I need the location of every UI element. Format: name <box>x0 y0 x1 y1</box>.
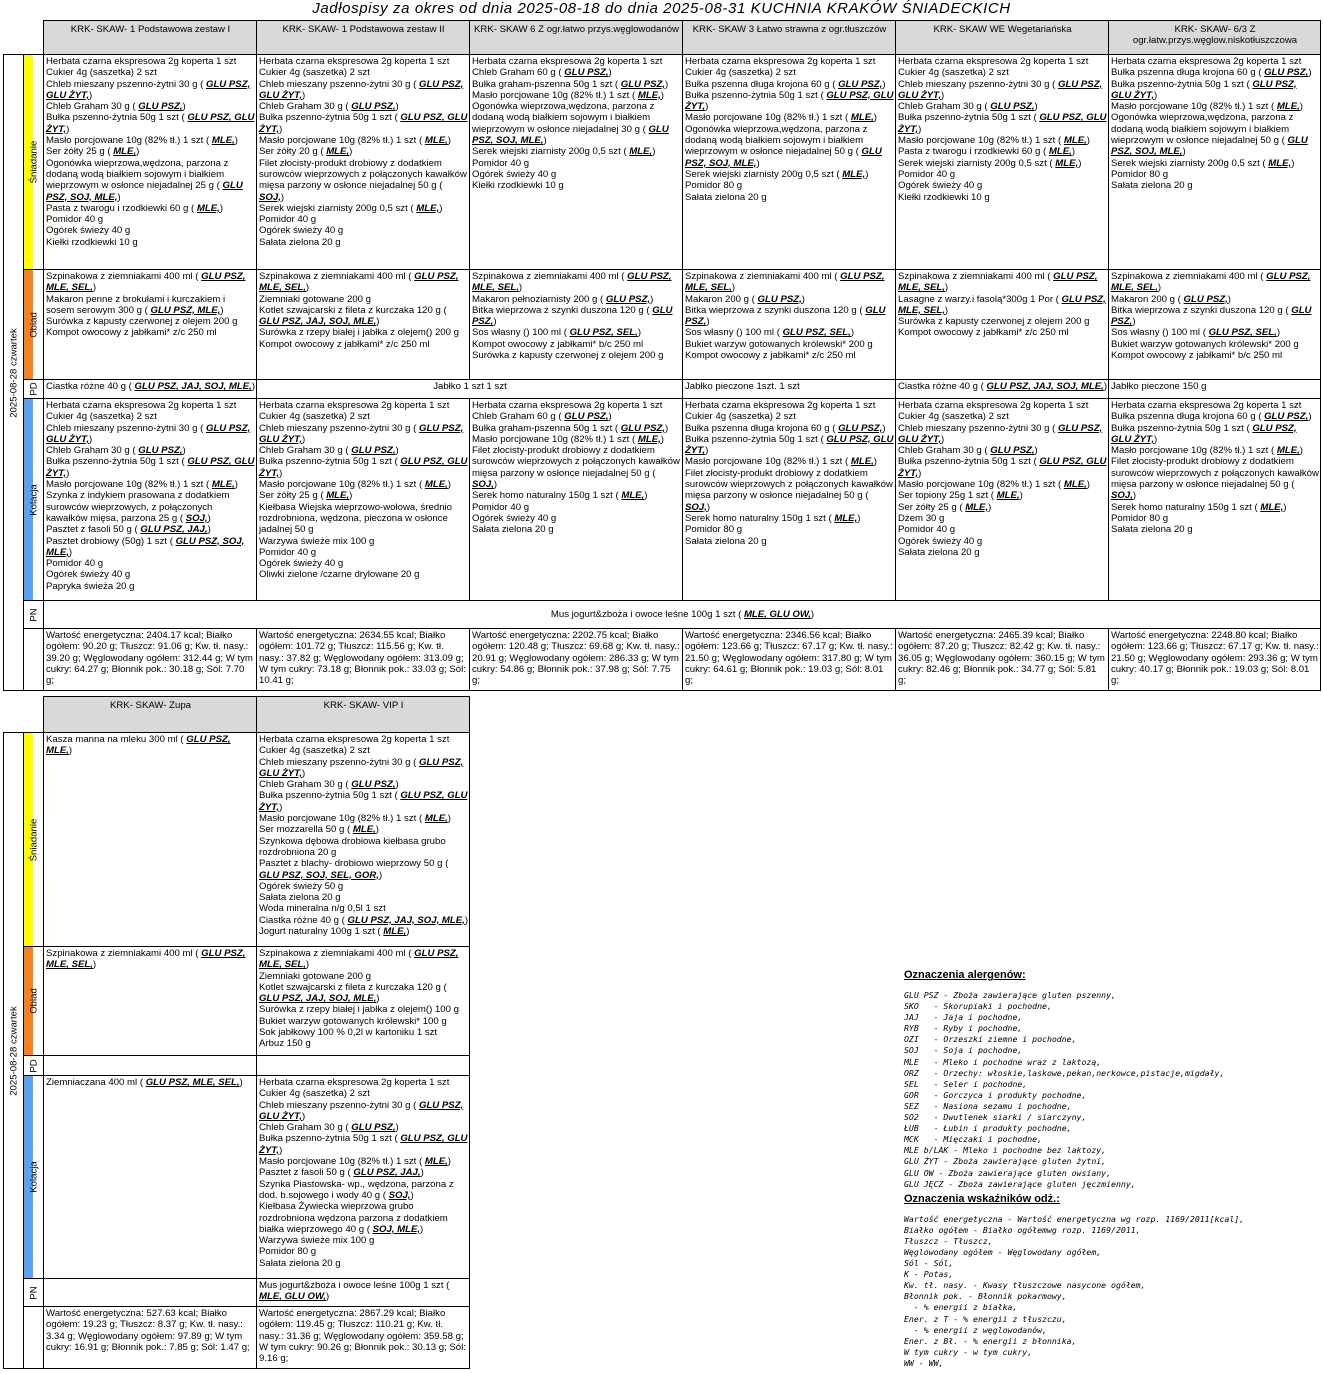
nutrition-cell: Wartość energetyczna: 2465.39 kcal; Białko ogółem: 87.20 g; Tłuszcz: 82.42 g; Kw. tł. nasy.: 36.05 g; Węglowodany ogółem: 360.15 g; W tym cukry: 82.46 g; Błonnik pok.: 34.77 g; Sól: 5.81 g; <box>896 629 1109 691</box>
meal-label-lunch: Obiad <box>24 947 44 1056</box>
breakfast-row <box>4 55 1321 270</box>
meal-label-breakfast: Śniadanie <box>24 55 44 270</box>
menu-cell <box>44 1056 257 1076</box>
meal-label-pd: PD <box>24 380 44 399</box>
menu-cell: Szpinakowa z ziemniakami 400 ml ( GLU PSZ, MLE, SEL,) Ziemniaki gotowane 200 g Kotlet szwajcarski z fileta z kurczaka 120 g ( GLU PSZ, JAJ, SOJ, MLE,) Surówka z rzepy białej i jabłka z olejem() 200 g Kompot owocowy z jabłkami* z/c 250 ml <box>257 270 470 380</box>
legend <box>904 968 1323 1369</box>
diet-header: KRK- SKAW- 6/3 Z ogr.łatw.przys.węglow.niskotłuszczowa <box>1109 21 1321 55</box>
menu-cell: Herbata czarna ekspresowa 2g koperta 1 szt Cukier 4g (saszetka) 2 szt Chleb mieszany pszenno-żytni 30 g ( GLU PSZ, GLU ŻYT,) Chleb Graham 30 g ( GLU PSZ,) Bułka pszenno-żytnia 50g 1 szt ( GLU PSZ, GLU ŻYT,) Masło porcjowane 10g (82% tł.) 1 szt ( MLE,) Ser żółty 25 g ( MLE,) Kiełbasa Wiejska wieprzowo-wołowa, średnio rozdrobniona, wędzona, pieczona w osłonce jadalnej 50 g Warzywa świeże mix 100 g Pomidor 40 g Ogórek świeży 40 g Oliwki zielone /czarne drylowane 20 g <box>257 399 470 601</box>
header-row <box>4 21 1321 55</box>
menu-cell <box>44 1279 257 1307</box>
nutrition-cell: Wartość energetyczna: 2634.55 kcal; Białko ogółem: 101.72 g; Tłuszcz: 115.56 g; Kw. tł. nasy.: 37.82 g; Węglowodany ogółem: 313.09 g; W tym cukry: 73.18 g; Błonnik pok.: 33.03 g; Sól: 10.41 g; <box>257 629 470 691</box>
meal-label-breakfast: Śniadanie <box>24 733 44 947</box>
menu-cell: Szpinakowa z ziemniakami 400 ml ( GLU PSZ, MLE, SEL,) Lasagne z warzy.i fasolą*300g 1 Por ( GLU PSZ, MLE, SEL,) Surówka z kapusty czerwonej z olejem 200 g Kompot owocowy z jabłkami* z/c 250 ml <box>896 270 1109 380</box>
pd-row <box>4 380 1321 399</box>
indicators-legend-title: Oznaczenia wskaźników odż.: <box>904 1192 1060 1205</box>
menu-cell: Herbata czarna ekspresowa 2g koperta 1 szt Cukier 4g (saszetka) 2 szt Chleb mieszany pszenno-żytni 30 g ( GLU PSZ, GLU ŻYT,) Chleb Graham 30 g ( GLU PSZ,) Bułka pszenno-żytnia 50g 1 szt ( GLU PSZ, GLU ŻYT,) Masło porcjowane 10g (82% tł.) 1 szt ( MLE,) Ser żółty 20 g ( MLE,) Filet złocisty-produkt drobiowy z dodatkiem surowców wieprzowych z połączonych kawałków mięsa parzony w osłonce niejadalnej 50 g ( SOJ,) Serek wiejski ziarnisty 200g 0,5 szt ( MLE,) Pomidor 40 g Ogórek świeży 40 g Sałata zielona 20 g <box>257 55 470 270</box>
menu-cell: Herbata czarna ekspresowa 2g koperta 1 szt Cukier 4g (saszetka) 2 szt Chleb mieszany pszenno-żytni 30 g ( GLU PSZ, GLU ŻYT,) Chleb Graham 30 g ( GLU PSZ,) Bułka pszenno-żytnia 50g 1 szt ( GLU PSZ, GLU ŻYT,) Masło porcjowane 10g (82% tł.) 1 szt ( MLE,) Pasztet z fasoli 50 g ( GLU PSZ, JAJ,) Szynka Piastowska- wp., wędzona, parzona z dod. b.sojowego i wody 40 g ( SOJ,) Kiełbasa Żywiecka wieprzowa grubo rozdrobniona wędzona parzona z dodatkiem białka wieprzowego 40 g ( SOJ, MLE,) Warzywa świeże mix 100 g Pomidor 80 g Sałata zielona 20 g <box>257 1076 470 1279</box>
meal-label-lunch: Obiad <box>24 270 44 380</box>
diet-header: KRK- SKAW- 1 Podstawowa zestaw I <box>44 21 257 55</box>
menu-cell: Szpinakowa z ziemniakami 400 ml ( GLU PSZ, MLE, SEL,) <box>44 947 257 1056</box>
diet-header: KRK- SKAW- Zupa <box>44 697 257 733</box>
allergens-legend-title: Oznaczenia alergenów: <box>904 969 1026 981</box>
dinner-row <box>4 399 1321 601</box>
nutrition-row <box>4 1307 470 1369</box>
meal-label-dinner: Kolacja <box>24 399 44 601</box>
menu-cell: Herbata czarna ekspresowa 2g koperta 1 szt Bułka pszenna długa krojona 60 g ( GLU PSZ,) Bułka pszenno-żytnia 50g 1 szt ( GLU PSZ, GLU ŻYT,) Masło porcjowane 10g (82% tł.) 1 szt ( MLE,) Filet złocisty-produkt drobiowy z dodatkiem surowców wieprzowych z połączonych kawałków mięsa parzony w osłonce niejadalnej 50 g ( SOJ,) Serek homo naturalny 150g 1 szt ( MLE,) Pomidor 80 g Sałata zielona 20 g <box>1109 399 1321 601</box>
menu-cell: Szpinakowa z ziemniakami 400 ml ( GLU PSZ, MLE, SEL,) Makaron penne z brokułami i kurczakiem i sosem serowym 300 g ( GLU PSZ, MLE,) Surówka z kapusty czerwonej z olejem 200 g Kompot owocowy z jabłkami* z/c 250 ml <box>44 270 257 380</box>
dinner-row <box>4 1076 470 1279</box>
diet-header: KRK- SKAW WE Wegetariańska <box>896 21 1109 55</box>
pd-row <box>4 1056 470 1076</box>
lunch-row <box>4 270 1321 380</box>
menu-cell: Ziemniaczana 400 ml ( GLU PSZ, MLE, SEL,) <box>44 1076 257 1279</box>
nutrition-cell: Wartość energetyczna: 2248.80 kcal; Białko ogółem: 123.66 g; Tłuszcz: 67.17 g; Kw. tł. nasy.: 21.50 g; Węglowodany ogółem: 293.36 g; W tym cukry: 40.17 g; Błonnik pok.: 19.03 g; Sól: 8.01 g; <box>1109 629 1321 691</box>
menu-cell: Szpinakowa z ziemniakami 400 ml ( GLU PSZ, MLE, SEL,) Ziemniaki gotowane 200 g Kotlet szwajcarski z fileta z kurczaka 120 g ( GLU PSZ, JAJ, SOJ, MLE,) Surówka z rzepy białej i jabłka z olejem() 100 g Bukiet warzyw gotowanych królewski* 100 g Sok jabłkowy 100 % 0,2l w kartoniku 1 szt Arbuz 150 g <box>257 947 470 1056</box>
page-title: Jadłospisy za okres od dnia 2025-08-18 do dnia 2025-08-31 KUCHNIA KRAKÓW ŚNIADECKICH <box>312 0 1011 17</box>
header-row <box>4 697 470 733</box>
indicators-legend-list: Wartość energetyczna - Wartość energetyczna wg rozp. 1169/2011[kcal], Białko ogółem - Białko ogółemwg rozp. 1169/2011, Tłuszcz - Tłuszcz, Węglowodany ogółem - Węglowodany ogółem, Sól - Sól, K - Potas, Kw. tł. nasy. - Kwasy tłuszczowe nasycone ogółem, Błonnik pok. - Błonnik pokarmowy, - % energii z białka, Ener. z T - % energii z tłuszczu, - % energii z węglowodanów, Ener. z Bł. - % energii z błonnika, W tym cukry - w tym cukry, WW - WW, <box>904 1213 1245 1368</box>
menu-cell: Jabłko pieczone 150 g <box>1109 380 1321 399</box>
menu-cell: Jabłko 1 szt 1 szt <box>257 380 683 399</box>
diet-header: KRK- SKAW- VIP I <box>257 697 470 733</box>
menu-cell: Herbata czarna ekspresowa 2g koperta 1 szt Cukier 4g (saszetka) 2 szt Chleb mieszany pszenno-żytni 30 g ( GLU PSZ, GLU ŻYT,) Chleb Graham 30 g ( GLU PSZ,) Bułka pszenno-żytnia 50g 1 szt ( GLU PSZ, GLU ŻYT,) Masło porcjowane 10g (82% tł.) 1 szt ( MLE,) Pasta z twarogu i rzodkiewki 60 g ( MLE,) Serek wiejski ziarnisty 200g 0,5 szt ( MLE,) Pomidor 40 g Ogórek świeży 40 g Kiełki rzodkiewki 10 g <box>896 55 1109 270</box>
meal-label-pn: PN <box>24 601 44 629</box>
menu-cell: Szpinakowa z ziemniakami 400 ml ( GLU PSZ, MLE, SEL,) Makaron pełnoziarnisty 200 g ( GLU PSZ,) Bitka wieprzowa z szynki duszona 120 g ( GLU PSZ,) Sos własny () 100 ml ( GLU PSZ, SEL,) Kompot owocowy z jabłkami* b/c 250 ml Surówka z kapusty czerwonej z olejem 200 g <box>470 270 683 380</box>
menu-cell: Szpinakowa z ziemniakami 400 ml ( GLU PSZ, MLE, SEL,) Makaron 200 g ( GLU PSZ,) Bitka wieprzowa z szynki duszona 120 g ( GLU PSZ,) Sos własny () 100 ml ( GLU PSZ, SEL,) Bukiet warzyw gotowanych królewski* 200 g Kompot owocowy z jabłkami* z/c 250 ml <box>683 270 896 380</box>
nutrition-row <box>4 629 1321 691</box>
diet-header: KRK- SKAW 3 Łatwo strawna z ogr.tłuszczów <box>683 21 896 55</box>
menu-cell: Herbata czarna ekspresowa 2g koperta 1 szt Cukier 4g (saszetka) 2 szt Chleb mieszany pszenno-żytni 30 g ( GLU PSZ, GLU ŻYT,) Chleb Graham 30 g ( GLU PSZ,) Bułka pszenno-żytnia 50g 1 szt ( GLU PSZ, GLU ŻYT,) Masło porcjowane 10g (82% tł.) 1 szt ( MLE,) Ser topiony 25g 1 szt ( MLE,) Ser żółty 25 g ( MLE,) Dżem 30 g Pomidor 40 g Ogórek świeży 40 g Sałata zielona 20 g <box>896 399 1109 601</box>
diet-header: KRK- SKAW- 1 Podstawowa zestaw II <box>257 21 470 55</box>
menu-cell: Ciastka różne 40 g ( GLU PSZ, JAJ, SOJ, MLE,) <box>896 380 1109 399</box>
lunch-row <box>4 947 470 1056</box>
menu-cell: Mus jogurt&zboża i owoce leśne 100g 1 szt ( MLE, GLU OW,) <box>257 1279 470 1307</box>
nutrition-cell: Wartość energetyczna: 2202.75 kcal; Białko ogółem: 120.48 g; Tłuszcz: 69.68 g; Kw. tł. nasy.: 20.91 g; Węglowodany ogółem: 286.33 g; W tym cukry: 54.86 g; Błonnik pok.: 37.98 g; Sól: 7.75 g; <box>470 629 683 691</box>
menu-cell: Mus jogurt&zboża i owoce leśne 100g 1 szt ( MLE, GLU OW,) <box>44 601 1321 629</box>
meal-label-dinner: Kolacja <box>24 1076 44 1279</box>
menu-cell: Kasza manna na mleku 300 ml ( GLU PSZ, MLE,) <box>44 733 257 947</box>
menu-cell: Herbata czarna ekspresowa 2g koperta 1 szt Chleb Graham 60 g ( GLU PSZ,) Bułka graham-pszenna 50g 1 szt ( GLU PSZ,) Masło porcjowane 10g (82% tł.) 1 szt ( MLE,) Filet złocisty-produkt drobiowy z dodatkiem surowców wieprzowych z połączonych kawałków mięsa parzony w osłonce niejadalnej 50 g ( SOJ,) Serek homo naturalny 150g 1 szt ( MLE,) Pomidor 40 g Ogórek świeży 40 g Sałata zielona 20 g <box>470 399 683 601</box>
menu-cell: Herbata czarna ekspresowa 2g koperta 1 szt Cukier 4g (saszetka) 2 szt Bułka pszenna długa krojona 60 g ( GLU PSZ,) Bułka pszenno-żytnia 50g 1 szt ( GLU PSZ, GLU ŻYT,) Masło porcjowane 10g (82% tł.) 1 szt ( MLE,) Ogonówka wieprzowa,wędzona, parzona z dodaną wodą białkiem sojowym i białkiem wieprzowym w osłonce niejadalnej 50 g ( GLU PSZ, SOJ, MLE,) Serek wiejski ziarnisty 200g 0,5 szt ( MLE,) Pomidor 80 g Sałata zielona 20 g <box>683 55 896 270</box>
menu-cell: Herbata czarna ekspresowa 2g koperta 1 szt Cukier 4g (saszetka) 2 szt Chleb mieszany pszenno-żytni 30 g ( GLU PSZ, GLU ŻYT,) Chleb Graham 30 g ( GLU PSZ,) Bułka pszenno-żytnia 50g 1 szt ( GLU PSZ, GLU ŻYT,) Masło porcjowane 10g (82% tł.) 1 szt ( MLE,) Szynka z indykiem prasowana z dodatkiem surowców wieprzowych, z połączonych kawałków mięsa, parzona 25 g ( SOJ,) Pasztet z fasoli 50 g ( GLU PSZ, JAJ,) Pasztet drobiowy (50g) 1 szt ( GLU PSZ, SOJ, MLE,) Pomidor 40 g Ogórek świeży 40 g Papryka świeża 20 g <box>44 399 257 601</box>
breakfast-row <box>4 733 470 947</box>
menu-cell: Ciastka różne 40 g ( GLU PSZ, JAJ, SOJ, MLE,) <box>44 380 257 399</box>
menu-cell: Herbata czarna ekspresowa 2g koperta 1 szt Cukier 4g (saszetka) 2 szt Chleb mieszany pszenno-żytni 30 g ( GLU PSZ, GLU ŻYT,) Chleb Graham 30 g ( GLU PSZ,) Bułka pszenno-żytnia 50g 1 szt ( GLU PSZ, GLU ŻYT,) Masło porcjowane 10g (82% tł.) 1 szt ( MLE,) Ser żółty 25 g ( MLE,) Ogonówka wieprzowa,wędzona, parzona z dodaną wodą białkiem sojowym i białkiem wieprzowym w osłonce niejadalnej 25 g ( GLU PSZ, SOJ, MLE,) Pasta z twarogu i rzodkiewki 60 g ( MLE,) Pomidor 40 g Ogórek świeży 40 g Kiełki rzodkiewki 10 g <box>44 55 257 270</box>
pn-row <box>4 601 1321 629</box>
nutrition-cell: Wartość energetyczna: 2404.17 kcal; Białko ogółem: 90.20 g; Tłuszcz: 91.06 g; Kw. tł. nasy.: 39.20 g; Węglowodany ogółem: 312.44 g; W tym cukry: 64.27 g; Błonnik pok.: 30.18 g; Sól: 7.70 g; <box>44 629 257 691</box>
diet-header: KRK- SKAW 6 Z ogr.łatwo przys.węglowodanów <box>470 21 683 55</box>
allergens-legend-list: GLU PSZ - Zboża zawierające gluten pszenny, SKO - Skorupiaki i pochodne, JAJ - Jaja i pochodne, RYB - Ryby i pochodne, OZI - Orzeszki ziemne i pochodne, SOJ - Soja i pochodne, MLE - Mleko i pochodne wraz z laktozą, ORZ - Orzechy: włoskie,laskowe,pekan,nerkowce,pistacje,migdały, SEL - Seler i pochodne, GOR - Gorczyca i produkty pochodne, SEZ - Nasiona sezamu i pochodne, SO2 - Dwutlenek siarki / siarczyny, ŁUB - Łubin i produkty pochodne, MCK - Mięczaki i pochodne, MLE b/LAK - Mleko i pochodne bez laktozy, GLU ŻYT - Zboża zawierające gluten żytni, GLU OW - Zboża zawierające gluten owsiany, GLU JĘCZ - Zboża zawierające gluten jęczmienny, <box>904 990 1225 1189</box>
menu-table-1 <box>3 20 1321 691</box>
menu-cell: Herbata czarna ekspresowa 2g koperta 1 szt Chleb Graham 60 g ( GLU PSZ,) Bułka graham-pszenna 50g 1 szt ( GLU PSZ,) Masło porcjowane 10g (82% tł.) 1 szt ( MLE,) Ogonówka wieprzowa,wędzona, parzona z dodaną wodą białkiem sojowym i białkiem wieprzowym w osłonce niejadalnej 30 g ( GLU PSZ, SOJ, MLE,) Serek wiejski ziarnisty 200g 0,5 szt ( MLE,) Pomidor 40 g Ogórek świeży 40 g Kiełki rzodkiewki 10 g <box>470 55 683 270</box>
date-cell: 2025-08-28 czwartek <box>4 733 24 1369</box>
nutrition-cell: Wartość energetyczna: 2867.29 kcal; Białko ogółem: 119.45 g; Tłuszcz: 110.21 g; Kw. tł. nasy.: 31.36 g; Węglowodany ogółem: 359.58 g; W tym cukry: 90.26 g; Błonnik pok.: 30.13 g; Sól: 9.16 g; <box>257 1307 470 1369</box>
nutrition-cell: Wartość energetyczna: 527.63 kcal; Białko ogółem: 19.23 g; Tłuszcz: 8.37 g; Kw. tł. nasy.: 3.34 g; Węglowodany ogółem: 97.89 g; W tym cukry: 16.91 g; Błonnik pok.: 7.85 g; Sól: 1.47 g; <box>44 1307 257 1369</box>
pn-row <box>4 1279 470 1307</box>
menu-cell: Herbata czarna ekspresowa 2g koperta 1 szt Cukier 4g (saszetka) 2 szt Bułka pszenna długa krojona 60 g ( GLU PSZ,) Bułka pszenno-żytnia 50g 1 szt ( GLU PSZ, GLU ŻYT,) Masło porcjowane 10g (82% tł.) 1 szt ( MLE,) Filet złocisty-produkt drobiowy z dodatkiem surowców wieprzowych z połączonych kawałków mięsa parzony w osłonce niejadalnej 50 g ( SOJ,) Serek homo naturalny 150g 1 szt ( MLE,) Pomidor 80 g Sałata zielona 20 g <box>683 399 896 601</box>
menu-table-2 <box>3 696 470 1369</box>
menu-cell <box>257 1056 470 1076</box>
nutrition-cell: Wartość energetyczna: 2346.56 kcal; Białko ogółem: 123.66 g; Tłuszcz: 67.17 g; Kw. tł. nasy.: 21.50 g; Węglowodany ogółem: 317.80 g; W tym cukry: 64.61 g; Błonnik pok.: 19.03 g; Sól: 8.01 g; <box>683 629 896 691</box>
menu-cell: Szpinakowa z ziemniakami 400 ml ( GLU PSZ, MLE, SEL,) Makaron 200 g ( GLU PSZ,) Bitka wieprzowa z szynki duszona 120 g ( GLU PSZ,) Sos własny () 100 ml ( GLU PSZ, SEL,) Bukiet warzyw gotowanych królewski* 200 g Kompot owocowy z jabłkami* b/c 250 ml <box>1109 270 1321 380</box>
date-cell: 2025-08-28 czwartek <box>4 55 24 691</box>
menu-cell: Jabłko pieczone 1szt. 1 szt <box>683 380 896 399</box>
menu-cell: Herbata czarna ekspresowa 2g koperta 1 szt Cukier 4g (saszetka) 2 szt Chleb mieszany pszenno-żytni 30 g ( GLU PSZ, GLU ŻYT,) Chleb Graham 30 g ( GLU PSZ,) Bułka pszenno-żytnia 50g 1 szt ( GLU PSZ, GLU ŻYT,) Masło porcjowane 10g (82% tł.) 1 szt ( MLE,) Ser mozzarella 50 g ( MLE,) Szynkowa dębowa drobiowa kiełbasa grubo rozdrobniona 20 g Pasztet z blachy- drobiowo wieprzowy 50 g ( GLU PSZ, SOJ, SEL, GOR,) Ogórek świeży 50 g Sałata zielona 20 g Woda mineralna n/g 0,5l 1 szt Ciastka różne 40 g ( GLU PSZ, JAJ, SOJ, MLE,) Jogurt naturalny 100g 1 szt ( MLE,) <box>257 733 470 947</box>
meal-label-pd: PD <box>24 1056 44 1076</box>
meal-label-pn: PN <box>24 1279 44 1307</box>
menu-cell: Herbata czarna ekspresowa 2g koperta 1 szt Bułka pszenna długa krojona 60 g ( GLU PSZ,) Bułka pszenno-żytnia 50g 1 szt ( GLU PSZ, GLU ŻYT,) Masło porcjowane 10g (82% tł.) 1 szt ( MLE,) Ogonówka wieprzowa,wędzona, parzona z dodaną wodą białkiem sojowym i białkiem wieprzowym w osłonce niejadalnej 50 g ( GLU PSZ, SOJ, MLE,) Serek wiejski ziarnisty 200g 0,5 szt ( MLE,) Pomidor 80 g Sałata zielona 20 g <box>1109 55 1321 270</box>
